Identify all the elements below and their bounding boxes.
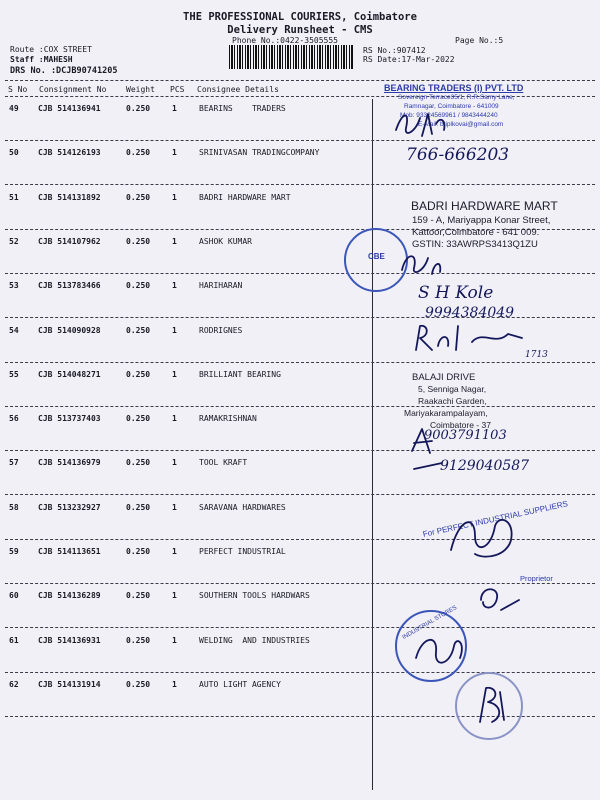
row-consignee: HARIHARAN [199, 281, 243, 291]
drs-number: DRS No. :DCJB90741205 [10, 66, 118, 76]
row-weight: 0.250 [126, 414, 151, 424]
row-sno: 61 [9, 635, 19, 645]
row-sno: 52 [9, 236, 19, 246]
signature-row57 [408, 425, 448, 475]
page-number: Page No.:5 [455, 36, 504, 45]
row-consignment: CJB 513737403 [38, 414, 101, 424]
column-divider [372, 99, 373, 790]
row-rule [5, 450, 595, 451]
handwriting-row50: 766-666203 [406, 145, 510, 165]
stamp-bearing-name: BEARING TRADERS (I) PVT. LTD [384, 83, 524, 93]
handwriting-row54-number: 1713 [525, 350, 548, 360]
stamp-bearing-line1: Sovereign Terrace35/1, R.R.Samy Lane, [398, 94, 515, 101]
row-sno: 56 [9, 414, 19, 424]
row-pcs: 1 [172, 104, 177, 113]
handwriting-row57-phone2: 9129040587 [440, 458, 530, 474]
runsheet-title: Delivery Runsheet - CMS [227, 24, 373, 36]
row-weight: 0.250 [126, 192, 151, 202]
row-consignee: SOUTHERN TOOLS HARDWARS [199, 591, 310, 601]
row-pcs: 1 [172, 679, 177, 689]
row-consignment: CJB 514136979 [38, 458, 101, 468]
row-rule [5, 627, 595, 628]
row-sno: 49 [9, 104, 19, 113]
row-sno: 54 [9, 325, 19, 335]
col-pcs: PCS [170, 85, 185, 94]
stamp-badri-line3: GSTIN: 33AWRPS3413Q1ZU [412, 239, 538, 250]
row-pcs: 1 [172, 281, 177, 291]
row-rule [5, 406, 595, 407]
row-sno: 53 [9, 281, 19, 291]
company-title: THE PROFESSIONAL COURIERS, Coimbatore [183, 11, 417, 23]
row-pcs: 1 [172, 414, 177, 424]
signature-row60 [475, 580, 525, 620]
row-pcs: 1 [172, 369, 177, 379]
row-sno: 59 [9, 547, 19, 556]
stamp-badri-line2: Kattoor,Coimbatore - 641 009. [412, 227, 540, 238]
stamp-bearing-line4: E-Mail: btiplkovai@gmail.com [418, 121, 504, 128]
row-rule [5, 273, 595, 274]
row-consignment: CJB 514048271 [38, 369, 101, 379]
row-consignee: PERFECT INDUSTRIAL [199, 547, 286, 556]
row-rule [5, 140, 595, 141]
row-consignee: RODRIGNES [199, 325, 243, 335]
row-rule [5, 362, 595, 363]
row-consignee: TOOL KRAFT [199, 458, 248, 468]
row-sno: 62 [9, 679, 19, 689]
seal-cbe-text: CBE [368, 252, 385, 261]
stamp-proprietor: Proprietor [520, 574, 553, 583]
handwriting-row53-phone: 9994384049 [425, 305, 515, 321]
row-consignee: BADRI HARDWARE MART [199, 192, 291, 202]
row-consignee: BRILLIANT BEARING [199, 369, 281, 379]
row-pcs: 1 [172, 591, 177, 601]
row-consignee: SRINIVASAN TRADINGCOMPANY [199, 148, 320, 158]
row-pcs: 1 [172, 325, 177, 335]
row-sno: 60 [9, 591, 19, 601]
row-pcs: 1 [172, 635, 177, 645]
row-consignment: CJB 513783466 [38, 281, 101, 291]
row-weight: 0.250 [126, 458, 151, 468]
row-rule [5, 494, 595, 495]
header-rule-top [5, 80, 595, 81]
row-consignment: CJB 514136289 [38, 591, 101, 601]
signature-row52 [398, 248, 448, 278]
rs-date: RS Date:17-Mar-2022 [363, 55, 455, 64]
row-weight: 0.250 [126, 236, 151, 246]
barcode [229, 45, 354, 69]
row-weight: 0.250 [126, 369, 151, 379]
row-weight: 0.250 [126, 325, 151, 335]
row-consignee: WELDING AND INDUSTRIES [199, 635, 310, 645]
row-sno: 58 [9, 502, 19, 512]
signature-row61 [410, 628, 470, 678]
stamp-balaji-line1: 5, Senniga Nagar, [418, 384, 487, 394]
route: Route :COX STREET [10, 45, 92, 54]
signature-row49 [392, 106, 452, 142]
row-consignment: CJB 514136931 [38, 635, 101, 645]
signature-row62 [470, 682, 514, 728]
row-sno: 50 [9, 148, 19, 158]
handwriting-row53-name: S H Kole [418, 283, 494, 303]
row-pcs: 1 [172, 458, 177, 468]
stamp-bearing-line3: Mob: 93324569961 / 9843444240 [400, 112, 498, 119]
row-consignment: CJB 514136941 [38, 104, 101, 113]
row-consignment: CJB 514131892 [38, 192, 101, 202]
signature-row58 [445, 510, 525, 570]
row-consignee: SARAVANA HARDWARES [199, 502, 286, 512]
stamp-bearing-line2: Ramnagar, Coimbatore - 641009 [404, 103, 499, 110]
row-pcs: 1 [172, 502, 177, 512]
row-consignee: AUTO LIGHT AGENCY [199, 679, 281, 689]
stamp-balaji-name: BALAJI DRIVE [412, 372, 476, 383]
col-consignee: Consignee Details [197, 85, 279, 94]
stamp-badri-line1: 159 - A, Mariyappa Konar Street, [412, 215, 551, 226]
row-sno: 55 [9, 369, 19, 379]
row-weight: 0.250 [126, 502, 151, 512]
row-sno: 57 [9, 458, 19, 468]
signature-row54 [412, 320, 532, 360]
row-consignment: CJB 514107962 [38, 236, 101, 246]
col-sno: S No [8, 85, 28, 94]
stamp-badri-name: BADRI HARDWARE MART [411, 199, 558, 213]
row-consignment: CJB 514090928 [38, 325, 101, 335]
stamp-balaji-line3: Mariyakarampalayam, [404, 408, 488, 418]
row-rule [5, 184, 595, 185]
phone-number: Phone No.:0422-3505555 [232, 36, 338, 45]
row-consignee: RAMAKRISHNAN [199, 414, 257, 424]
rs-number: RS No.:907412 [363, 46, 426, 55]
col-consignment: Consignment No [39, 85, 107, 94]
stamp-balaji-line2: Raakachi Garden, [418, 396, 487, 406]
stamp-perfect-text: For PERFECT INDUSTRIAL SUPPLIERS [422, 499, 569, 539]
row-consignee: ASHOK KUMAR [199, 236, 252, 246]
row-rule [5, 672, 595, 673]
staff: Staff :MAHESH [10, 55, 73, 64]
row-consignment: CJB 513232927 [38, 502, 101, 512]
row-weight: 0.250 [126, 281, 151, 291]
handwriting-row57-phone: 9003791103 [424, 428, 507, 443]
row-consignee: BEARINS TRADERS [199, 104, 286, 113]
row-weight: 0.250 [126, 591, 151, 601]
row-pcs: 1 [172, 547, 177, 556]
row-weight: 0.250 [126, 547, 151, 556]
seal-industrial-text: INDUSTRIAL STORES [401, 604, 459, 642]
row-sno: 51 [9, 192, 19, 202]
row-weight: 0.250 [126, 679, 151, 689]
row-consignment: CJB 514113651 [38, 547, 101, 556]
col-weight: Weight [126, 85, 155, 94]
row-pcs: 1 [172, 192, 177, 202]
row-weight: 0.250 [126, 148, 151, 158]
row-consignment: CJB 514126193 [38, 148, 101, 158]
row-weight: 0.250 [126, 635, 151, 645]
stamp-balaji-line4: Coimbatore - 37 [430, 420, 491, 430]
row-pcs: 1 [172, 236, 177, 246]
row-pcs: 1 [172, 148, 177, 158]
row-weight: 0.250 [126, 104, 151, 113]
row-consignment: CJB 514131914 [38, 679, 101, 689]
